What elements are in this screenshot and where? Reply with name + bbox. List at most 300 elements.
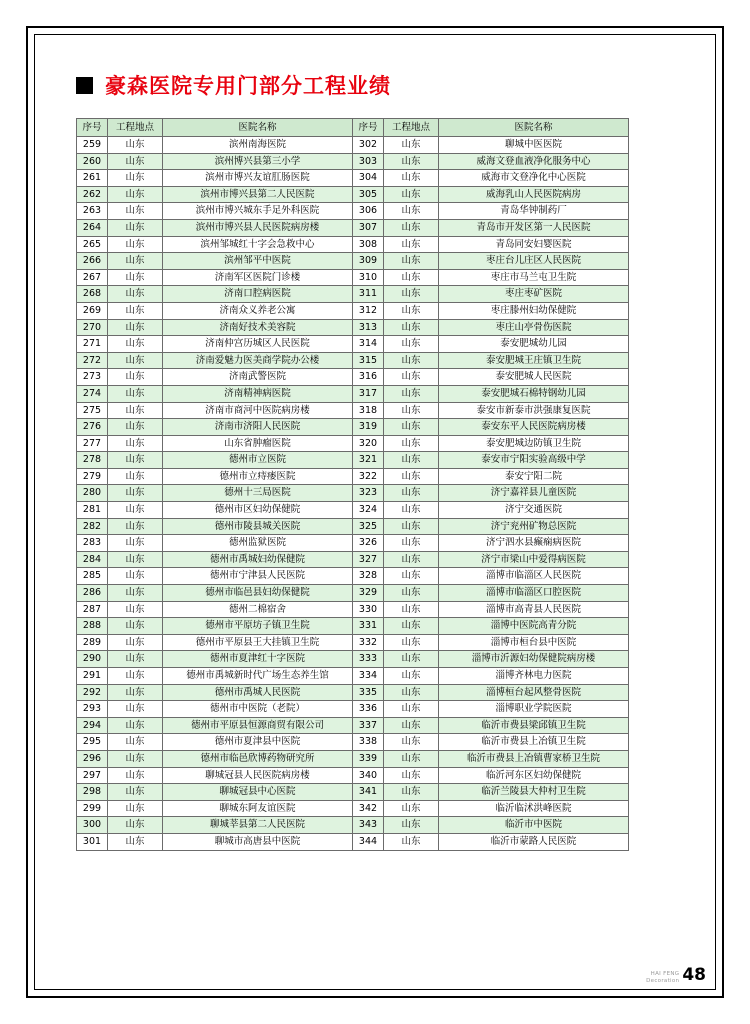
row-index-left: 293 bbox=[77, 701, 108, 718]
page-title-text: 豪森医院专用门部分工程业绩 bbox=[105, 74, 391, 98]
row-hospital-left: 德州市陵县城关医院 bbox=[163, 518, 353, 535]
row-index-right: 320 bbox=[353, 435, 384, 452]
footer-brand-line1: HAI FENG bbox=[650, 971, 680, 978]
table-row bbox=[77, 833, 629, 850]
table-row bbox=[77, 535, 629, 552]
row-index-right: 328 bbox=[353, 568, 384, 585]
row-location-right: 山东 bbox=[384, 518, 439, 535]
row-location-left: 山东 bbox=[108, 137, 163, 154]
table-body bbox=[77, 137, 629, 851]
row-hospital-right: 泰安肥城边防镇卫生院 bbox=[439, 435, 629, 452]
table-row bbox=[77, 253, 629, 270]
row-location-left: 山东 bbox=[108, 319, 163, 336]
row-index-left: 266 bbox=[77, 253, 108, 270]
row-hospital-right: 临沂市费县上冶镇卫生院 bbox=[439, 734, 629, 751]
row-hospital-right: 泰安东平人民医院病房楼 bbox=[439, 419, 629, 436]
row-location-left: 山东 bbox=[108, 452, 163, 469]
row-hospital-left: 济南市商河中医院病房楼 bbox=[163, 402, 353, 419]
row-location-left: 山东 bbox=[108, 253, 163, 270]
row-hospital-left: 滨州市博兴县人民医院病房楼 bbox=[163, 219, 353, 236]
row-location-right: 山东 bbox=[384, 137, 439, 154]
row-hospital-right: 济宁市梁山中爱得病医院 bbox=[439, 551, 629, 568]
row-index-right: 322 bbox=[353, 468, 384, 485]
row-location-right: 山东 bbox=[384, 535, 439, 552]
row-hospital-right: 济宁泗水县癫痫病医院 bbox=[439, 535, 629, 552]
table-row bbox=[77, 236, 629, 253]
table-row bbox=[77, 435, 629, 452]
row-hospital-right: 淄博市沂源妇幼保健院病房楼 bbox=[439, 651, 629, 668]
row-hospital-right: 青岛市开发区第一人民医院 bbox=[439, 219, 629, 236]
row-location-right: 山东 bbox=[384, 651, 439, 668]
row-index-right: 302 bbox=[353, 137, 384, 154]
table-row bbox=[77, 701, 629, 718]
row-index-left: 281 bbox=[77, 502, 108, 519]
row-index-left: 261 bbox=[77, 170, 108, 187]
row-hospital-right: 淄博市桓台县中医院 bbox=[439, 634, 629, 651]
row-index-right: 338 bbox=[353, 734, 384, 751]
row-hospital-right: 威海文登血液净化服务中心 bbox=[439, 153, 629, 170]
row-location-right: 山东 bbox=[384, 618, 439, 635]
row-hospital-right: 枣庄滕州妇幼保健院 bbox=[439, 302, 629, 319]
row-hospital-left: 德州市宁津县人民医院 bbox=[163, 568, 353, 585]
table-row bbox=[77, 153, 629, 170]
row-location-left: 山东 bbox=[108, 186, 163, 203]
row-index-right: 314 bbox=[353, 336, 384, 353]
row-location-right: 山东 bbox=[384, 833, 439, 850]
row-index-right: 343 bbox=[353, 817, 384, 834]
row-location-left: 山东 bbox=[108, 734, 163, 751]
row-index-left: 265 bbox=[77, 236, 108, 253]
table-row bbox=[77, 385, 629, 402]
row-hospital-right: 泰安市宁阳实验高级中学 bbox=[439, 452, 629, 469]
row-location-right: 山东 bbox=[384, 485, 439, 502]
row-location-left: 山东 bbox=[108, 236, 163, 253]
row-index-left: 260 bbox=[77, 153, 108, 170]
row-location-right: 山东 bbox=[384, 750, 439, 767]
table-header bbox=[77, 119, 629, 137]
table-row bbox=[77, 319, 629, 336]
row-location-left: 山东 bbox=[108, 817, 163, 834]
row-hospital-right: 临沂市蒙路人民医院 bbox=[439, 833, 629, 850]
row-location-left: 山东 bbox=[108, 568, 163, 585]
row-hospital-right: 枣庄台儿庄区人民医院 bbox=[439, 253, 629, 270]
row-index-left: 300 bbox=[77, 817, 108, 834]
row-index-left: 268 bbox=[77, 286, 108, 303]
row-hospital-right: 济宁嘉祥县儿童医院 bbox=[439, 485, 629, 502]
row-hospital-right: 临沂河东区妇幼保健院 bbox=[439, 767, 629, 784]
row-location-right: 山东 bbox=[384, 585, 439, 602]
row-location-right: 山东 bbox=[384, 419, 439, 436]
row-hospital-left: 济南好技术美容院 bbox=[163, 319, 353, 336]
row-index-right: 319 bbox=[353, 419, 384, 436]
row-hospital-left: 德州市禹城妇幼保健院 bbox=[163, 551, 353, 568]
column-header-hospital-right: 医院名称 bbox=[439, 119, 629, 137]
row-hospital-left: 滨州邹平中医院 bbox=[163, 253, 353, 270]
row-hospital-right: 枣庄市马兰屯卫生院 bbox=[439, 269, 629, 286]
row-location-right: 山东 bbox=[384, 701, 439, 718]
row-hospital-left: 滨州博兴县第三小学 bbox=[163, 153, 353, 170]
table-row bbox=[77, 601, 629, 618]
table-header-row bbox=[77, 119, 629, 137]
row-location-left: 山东 bbox=[108, 750, 163, 767]
row-index-left: 272 bbox=[77, 352, 108, 369]
footer-brand-line2: Decoration bbox=[646, 977, 680, 984]
row-hospital-left: 滨州市博兴县第二人民医院 bbox=[163, 186, 353, 203]
row-location-left: 山东 bbox=[108, 518, 163, 535]
table-row bbox=[77, 286, 629, 303]
row-index-right: 305 bbox=[353, 186, 384, 203]
table-row bbox=[77, 468, 629, 485]
row-location-left: 山东 bbox=[108, 502, 163, 519]
row-hospital-right: 泰安肥城人民医院 bbox=[439, 369, 629, 386]
row-location-left: 山东 bbox=[108, 485, 163, 502]
table-row bbox=[77, 219, 629, 236]
row-index-right: 307 bbox=[353, 219, 384, 236]
column-header-index-left: 序号 bbox=[77, 119, 108, 137]
row-hospital-left: 滨州南海医院 bbox=[163, 137, 353, 154]
row-location-right: 山东 bbox=[384, 336, 439, 353]
row-hospital-right: 济宁交通医院 bbox=[439, 502, 629, 519]
row-hospital-left: 德州市区妇幼保健院 bbox=[163, 502, 353, 519]
row-location-left: 山东 bbox=[108, 402, 163, 419]
row-location-left: 山东 bbox=[108, 170, 163, 187]
row-location-left: 山东 bbox=[108, 800, 163, 817]
table-row bbox=[77, 269, 629, 286]
row-location-right: 山东 bbox=[384, 435, 439, 452]
row-index-left: 267 bbox=[77, 269, 108, 286]
row-index-left: 288 bbox=[77, 618, 108, 635]
table-row bbox=[77, 170, 629, 187]
row-location-right: 山东 bbox=[384, 452, 439, 469]
table-row bbox=[77, 551, 629, 568]
row-hospital-right: 临沂市费县上冶镇曹家桥卫生院 bbox=[439, 750, 629, 767]
row-index-right: 340 bbox=[353, 767, 384, 784]
row-hospital-right: 威海乳山人民医院病房 bbox=[439, 186, 629, 203]
table-row bbox=[77, 585, 629, 602]
row-location-left: 山东 bbox=[108, 618, 163, 635]
row-hospital-right: 济宁兖州矿物总医院 bbox=[439, 518, 629, 535]
row-index-right: 325 bbox=[353, 518, 384, 535]
row-index-right: 329 bbox=[353, 585, 384, 602]
row-index-right: 327 bbox=[353, 551, 384, 568]
row-index-left: 282 bbox=[77, 518, 108, 535]
table-row bbox=[77, 734, 629, 751]
table-row bbox=[77, 767, 629, 784]
row-location-right: 山东 bbox=[384, 551, 439, 568]
footer-brand bbox=[646, 971, 679, 984]
row-index-left: 262 bbox=[77, 186, 108, 203]
row-index-right: 316 bbox=[353, 369, 384, 386]
table-row bbox=[77, 336, 629, 353]
table-row bbox=[77, 817, 629, 834]
row-hospital-left: 德州市中医院（老院） bbox=[163, 701, 353, 718]
row-hospital-left: 济南众义养老公寓 bbox=[163, 302, 353, 319]
row-location-right: 山东 bbox=[384, 286, 439, 303]
row-hospital-left: 济南爱魅力医美商学院办公楼 bbox=[163, 352, 353, 369]
row-location-right: 山东 bbox=[384, 767, 439, 784]
column-header-index-right: 序号 bbox=[353, 119, 384, 137]
row-location-left: 山东 bbox=[108, 601, 163, 618]
table-row bbox=[77, 485, 629, 502]
table-row bbox=[77, 750, 629, 767]
row-location-right: 山东 bbox=[384, 302, 439, 319]
row-index-left: 263 bbox=[77, 203, 108, 220]
row-hospital-left: 德州市临邑欣博药物研究所 bbox=[163, 750, 353, 767]
row-hospital-left: 济南市济阳人民医院 bbox=[163, 419, 353, 436]
row-hospital-left: 德州市平原县恒源商贸有限公司 bbox=[163, 717, 353, 734]
row-index-left: 299 bbox=[77, 800, 108, 817]
row-hospital-right: 威海市文登净化中心医院 bbox=[439, 170, 629, 187]
table-row bbox=[77, 518, 629, 535]
row-index-right: 315 bbox=[353, 352, 384, 369]
row-hospital-right: 淄博市临淄区人民医院 bbox=[439, 568, 629, 585]
row-hospital-left: 聊城市高唐县中医院 bbox=[163, 833, 353, 850]
row-location-right: 山东 bbox=[384, 668, 439, 685]
row-index-left: 289 bbox=[77, 634, 108, 651]
row-location-left: 山东 bbox=[108, 385, 163, 402]
table-row bbox=[77, 137, 629, 154]
row-index-left: 286 bbox=[77, 585, 108, 602]
row-index-right: 335 bbox=[353, 684, 384, 701]
table-row bbox=[77, 502, 629, 519]
row-hospital-left: 德州市立医院 bbox=[163, 452, 353, 469]
row-location-right: 山东 bbox=[384, 717, 439, 734]
row-hospital-right: 泰安肥城幼儿园 bbox=[439, 336, 629, 353]
row-hospital-right: 淄博中医院高青分院 bbox=[439, 618, 629, 635]
row-index-right: 317 bbox=[353, 385, 384, 402]
table-row bbox=[77, 402, 629, 419]
row-hospital-left: 德州二棉宿舍 bbox=[163, 601, 353, 618]
row-location-left: 山东 bbox=[108, 634, 163, 651]
row-location-left: 山东 bbox=[108, 153, 163, 170]
bullet-square-icon bbox=[76, 77, 93, 94]
row-location-right: 山东 bbox=[384, 186, 439, 203]
row-index-left: 280 bbox=[77, 485, 108, 502]
row-location-right: 山东 bbox=[384, 568, 439, 585]
row-hospital-left: 济南武警医院 bbox=[163, 369, 353, 386]
row-index-left: 279 bbox=[77, 468, 108, 485]
row-hospital-right: 聊城中医医院 bbox=[439, 137, 629, 154]
row-location-right: 山东 bbox=[384, 253, 439, 270]
row-hospital-left: 德州市夏津红十字医院 bbox=[163, 651, 353, 668]
table-row bbox=[77, 203, 629, 220]
column-header-location-left: 工程地点 bbox=[108, 119, 163, 137]
row-location-left: 山东 bbox=[108, 468, 163, 485]
row-hospital-left: 德州市夏津县中医院 bbox=[163, 734, 353, 751]
row-index-right: 321 bbox=[353, 452, 384, 469]
row-location-left: 山东 bbox=[108, 535, 163, 552]
row-location-left: 山东 bbox=[108, 784, 163, 801]
row-index-left: 297 bbox=[77, 767, 108, 784]
row-location-left: 山东 bbox=[108, 203, 163, 220]
row-index-right: 313 bbox=[353, 319, 384, 336]
row-hospital-right: 淄博市临淄区口腔医院 bbox=[439, 585, 629, 602]
row-location-left: 山东 bbox=[108, 684, 163, 701]
row-index-right: 311 bbox=[353, 286, 384, 303]
table-row bbox=[77, 419, 629, 436]
row-index-left: 278 bbox=[77, 452, 108, 469]
row-index-right: 341 bbox=[353, 784, 384, 801]
row-location-right: 山东 bbox=[384, 369, 439, 386]
row-index-left: 285 bbox=[77, 568, 108, 585]
row-index-left: 295 bbox=[77, 734, 108, 751]
row-index-right: 324 bbox=[353, 502, 384, 519]
row-index-right: 330 bbox=[353, 601, 384, 618]
row-location-left: 山东 bbox=[108, 435, 163, 452]
row-location-left: 山东 bbox=[108, 668, 163, 685]
row-location-left: 山东 bbox=[108, 286, 163, 303]
row-location-left: 山东 bbox=[108, 419, 163, 436]
row-hospital-right: 临沂市费县梁邱镇卫生院 bbox=[439, 717, 629, 734]
page-title bbox=[60, 70, 690, 100]
row-index-right: 344 bbox=[353, 833, 384, 850]
row-location-right: 山东 bbox=[384, 784, 439, 801]
column-header-hospital-left: 医院名称 bbox=[163, 119, 353, 137]
row-hospital-left: 德州监狱医院 bbox=[163, 535, 353, 552]
row-index-right: 331 bbox=[353, 618, 384, 635]
row-index-left: 273 bbox=[77, 369, 108, 386]
row-location-right: 山东 bbox=[384, 236, 439, 253]
row-location-left: 山东 bbox=[108, 336, 163, 353]
row-location-right: 山东 bbox=[384, 385, 439, 402]
row-hospital-left: 济南军区医院门诊楼 bbox=[163, 269, 353, 286]
row-hospital-right: 枣庄枣矿医院 bbox=[439, 286, 629, 303]
row-hospital-right: 临沂兰陵县大仲村卫生院 bbox=[439, 784, 629, 801]
page-number: 48 bbox=[682, 965, 706, 985]
row-hospital-right: 泰安宁阳二院 bbox=[439, 468, 629, 485]
row-location-left: 山东 bbox=[108, 302, 163, 319]
row-index-left: 301 bbox=[77, 833, 108, 850]
row-hospital-left: 济南口腔病医院 bbox=[163, 286, 353, 303]
row-hospital-left: 德州市平原坊子镇卫生院 bbox=[163, 618, 353, 635]
row-hospital-left: 德州市平原县王大挂镇卫生院 bbox=[163, 634, 353, 651]
row-location-left: 山东 bbox=[108, 219, 163, 236]
row-hospital-left: 德州十三局医院 bbox=[163, 485, 353, 502]
row-hospital-left: 德州市立痔瘘医院 bbox=[163, 468, 353, 485]
row-location-left: 山东 bbox=[108, 717, 163, 734]
row-location-right: 山东 bbox=[384, 352, 439, 369]
row-index-right: 332 bbox=[353, 634, 384, 651]
row-index-right: 309 bbox=[353, 253, 384, 270]
row-location-left: 山东 bbox=[108, 269, 163, 286]
table-row bbox=[77, 618, 629, 635]
row-hospital-right: 淄博职业学院医院 bbox=[439, 701, 629, 718]
row-index-right: 310 bbox=[353, 269, 384, 286]
row-index-right: 303 bbox=[353, 153, 384, 170]
row-index-right: 304 bbox=[353, 170, 384, 187]
row-hospital-right: 淄博市高青县人民医院 bbox=[439, 601, 629, 618]
row-index-left: 264 bbox=[77, 219, 108, 236]
row-index-right: 308 bbox=[353, 236, 384, 253]
row-index-right: 334 bbox=[353, 668, 384, 685]
row-hospital-left: 德州市禹城人民医院 bbox=[163, 684, 353, 701]
row-index-left: 296 bbox=[77, 750, 108, 767]
table-row bbox=[77, 717, 629, 734]
row-index-right: 323 bbox=[353, 485, 384, 502]
row-location-right: 山东 bbox=[384, 269, 439, 286]
table-row bbox=[77, 302, 629, 319]
row-index-left: 259 bbox=[77, 137, 108, 154]
row-index-left: 298 bbox=[77, 784, 108, 801]
row-index-left: 269 bbox=[77, 302, 108, 319]
row-location-right: 山东 bbox=[384, 203, 439, 220]
row-index-right: 337 bbox=[353, 717, 384, 734]
row-index-right: 339 bbox=[353, 750, 384, 767]
table-row bbox=[77, 186, 629, 203]
row-location-right: 山东 bbox=[384, 634, 439, 651]
row-location-right: 山东 bbox=[384, 153, 439, 170]
row-hospital-left: 聊城莘县第二人民医院 bbox=[163, 817, 353, 834]
column-header-location-right: 工程地点 bbox=[384, 119, 439, 137]
row-index-right: 306 bbox=[353, 203, 384, 220]
row-location-left: 山东 bbox=[108, 767, 163, 784]
row-index-left: 292 bbox=[77, 684, 108, 701]
row-index-left: 275 bbox=[77, 402, 108, 419]
row-location-left: 山东 bbox=[108, 352, 163, 369]
row-location-right: 山东 bbox=[384, 502, 439, 519]
row-location-right: 山东 bbox=[384, 734, 439, 751]
row-hospital-left: 德州市禹城新时代广场生态养生馆 bbox=[163, 668, 353, 685]
row-hospital-left: 山东省肿瘤医院 bbox=[163, 435, 353, 452]
row-index-left: 274 bbox=[77, 385, 108, 402]
row-index-left: 271 bbox=[77, 336, 108, 353]
row-location-right: 山东 bbox=[384, 817, 439, 834]
row-hospital-left: 济南精神病医院 bbox=[163, 385, 353, 402]
row-index-right: 312 bbox=[353, 302, 384, 319]
row-hospital-left: 德州市临邑县妇幼保健院 bbox=[163, 585, 353, 602]
page-footer bbox=[646, 967, 706, 984]
row-hospital-left: 聊城冠县人民医院病房楼 bbox=[163, 767, 353, 784]
row-hospital-left: 滨州市博兴友谊肛肠医院 bbox=[163, 170, 353, 187]
row-hospital-left: 滨州邹城红十字会急救中心 bbox=[163, 236, 353, 253]
row-index-left: 290 bbox=[77, 651, 108, 668]
row-index-right: 336 bbox=[353, 701, 384, 718]
row-index-left: 270 bbox=[77, 319, 108, 336]
row-hospital-right: 泰安市新泰市洪强康复医院 bbox=[439, 402, 629, 419]
row-location-left: 山东 bbox=[108, 369, 163, 386]
page-content bbox=[60, 70, 690, 851]
row-index-left: 294 bbox=[77, 717, 108, 734]
row-hospital-left: 滨州市博兴城东手足外科医院 bbox=[163, 203, 353, 220]
table-row bbox=[77, 452, 629, 469]
row-location-right: 山东 bbox=[384, 170, 439, 187]
row-location-right: 山东 bbox=[384, 402, 439, 419]
row-hospital-left: 济南仲宫历城区人民医院 bbox=[163, 336, 353, 353]
row-index-left: 287 bbox=[77, 601, 108, 618]
row-index-left: 283 bbox=[77, 535, 108, 552]
row-hospital-right: 青岛华钟制药厂 bbox=[439, 203, 629, 220]
row-hospital-right: 淄博桓台起风整骨医院 bbox=[439, 684, 629, 701]
row-index-right: 342 bbox=[353, 800, 384, 817]
row-location-left: 山东 bbox=[108, 585, 163, 602]
row-hospital-right: 青岛同安妇婴医院 bbox=[439, 236, 629, 253]
row-index-right: 318 bbox=[353, 402, 384, 419]
table-row bbox=[77, 352, 629, 369]
row-hospital-right: 泰安肥城石棉特钢幼儿园 bbox=[439, 385, 629, 402]
row-hospital-right: 淄博齐林电力医院 bbox=[439, 668, 629, 685]
row-location-left: 山东 bbox=[108, 701, 163, 718]
row-location-right: 山东 bbox=[384, 601, 439, 618]
row-location-right: 山东 bbox=[384, 319, 439, 336]
row-index-right: 333 bbox=[353, 651, 384, 668]
row-location-left: 山东 bbox=[108, 833, 163, 850]
table-row bbox=[77, 668, 629, 685]
row-location-right: 山东 bbox=[384, 219, 439, 236]
row-location-right: 山东 bbox=[384, 684, 439, 701]
row-location-left: 山东 bbox=[108, 651, 163, 668]
table-row bbox=[77, 784, 629, 801]
row-index-left: 277 bbox=[77, 435, 108, 452]
